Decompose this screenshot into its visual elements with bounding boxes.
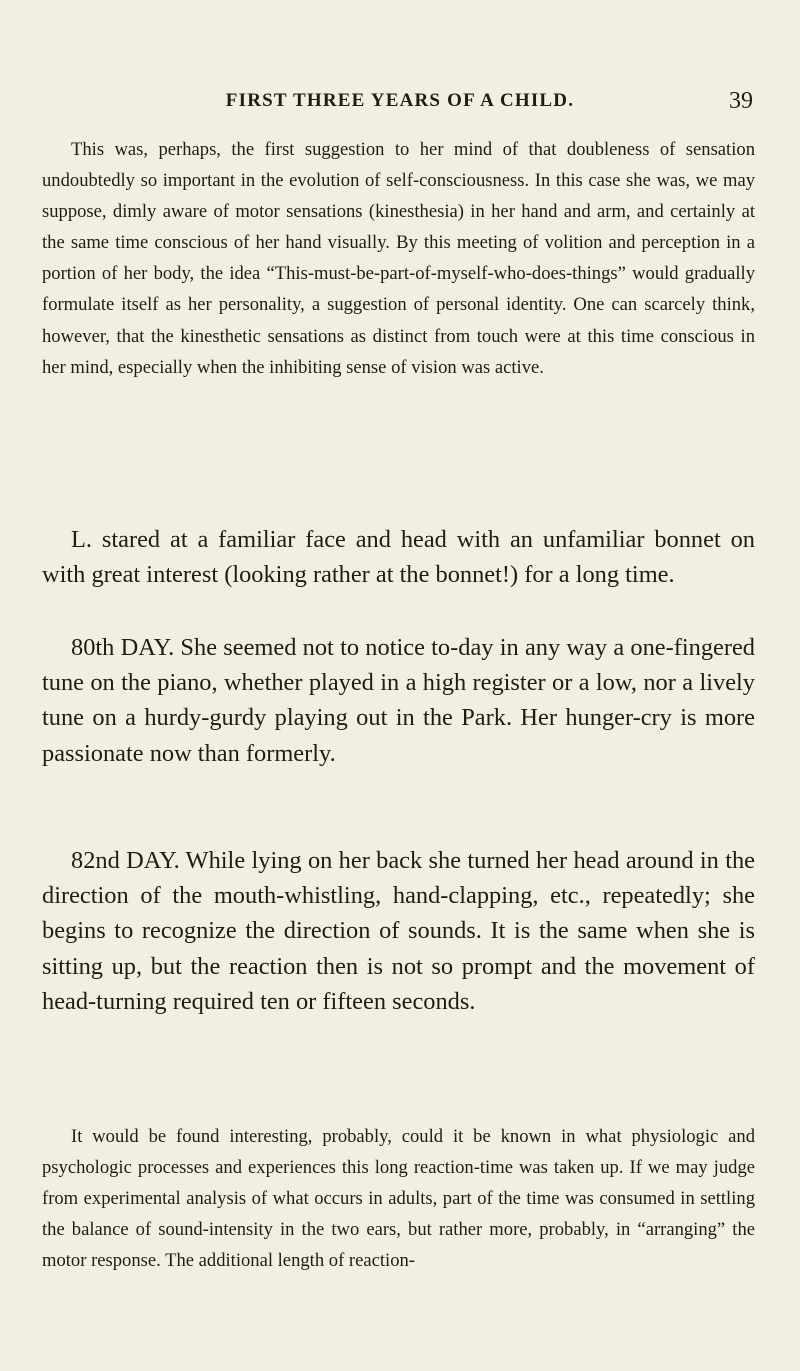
paragraph-text: This was, perhaps, the first suggestion to her mind of that doubleness of sensation undoubtedly so important in the evolution of self-consciousness. In this case she was, we may suppose, dimly aware of motor sensations (kinesthesia) in her hand and arm, and certainly at the same time conscious of her hand visually. By this meeting of volition and perception in a portion of her body, the idea “This-must-be-part-of-myself-who-does-things” would gradually formulate itself as her personality, a suggestion of personal identity. One can scarcely think, however, that the kinesthetic sensations as distinct from touch were at this time conscious in her mind, especially when the inhibiting sense of vision was active. [42,139,755,378]
running-head: FIRST THREE YEARS OF A CHILD. [225,90,575,111]
paragraph-text: 82nd DAY. While lying on her back she turned her head around in the direction of the mouth-whistling, hand-clapping, etc., repeatedly; she begins to recognize the direction of sounds. It is the same when she is sitting up, but the reaction then is not so prompt and the movement of head-turning required ten or fifteen seconds. [42,847,755,1015]
paragraph-80th-day [42,630,755,771]
paragraph-82nd-day [42,843,755,1019]
paragraph-bonnet [42,522,755,592]
page-header [0,88,800,118]
paragraph-text: It would be found interesting, probably, could it be known in what physiologic and psychologic processes and experiences this long reaction-time was taken up. If we may judge from experimental analysis of what occurs in adults, part of the time was consumed in settling the balance of sound-intensity in the two ears, but rather more, probably, in “arranging” the motor response. The additional length of reaction- [42,1126,755,1272]
page-number: 39 [729,88,753,114]
paragraph-text: L. stared at a familiar face and head with an unfamiliar bonnet on with great interest (looking rather at the bonnet!) for a long time. [42,526,755,589]
paragraph-text: 80th DAY. She seemed not to notice to-day in any way a one-fingered tune on the piano, whether played in a high register or a low, nor a lively tune on a hurdy-gurdy playing out in the Park. Her hunger-cry is more passionate now than formerly. [42,634,755,767]
paragraph-reaction-time [42,1121,755,1276]
paragraph-self-consciousness [42,134,755,383]
